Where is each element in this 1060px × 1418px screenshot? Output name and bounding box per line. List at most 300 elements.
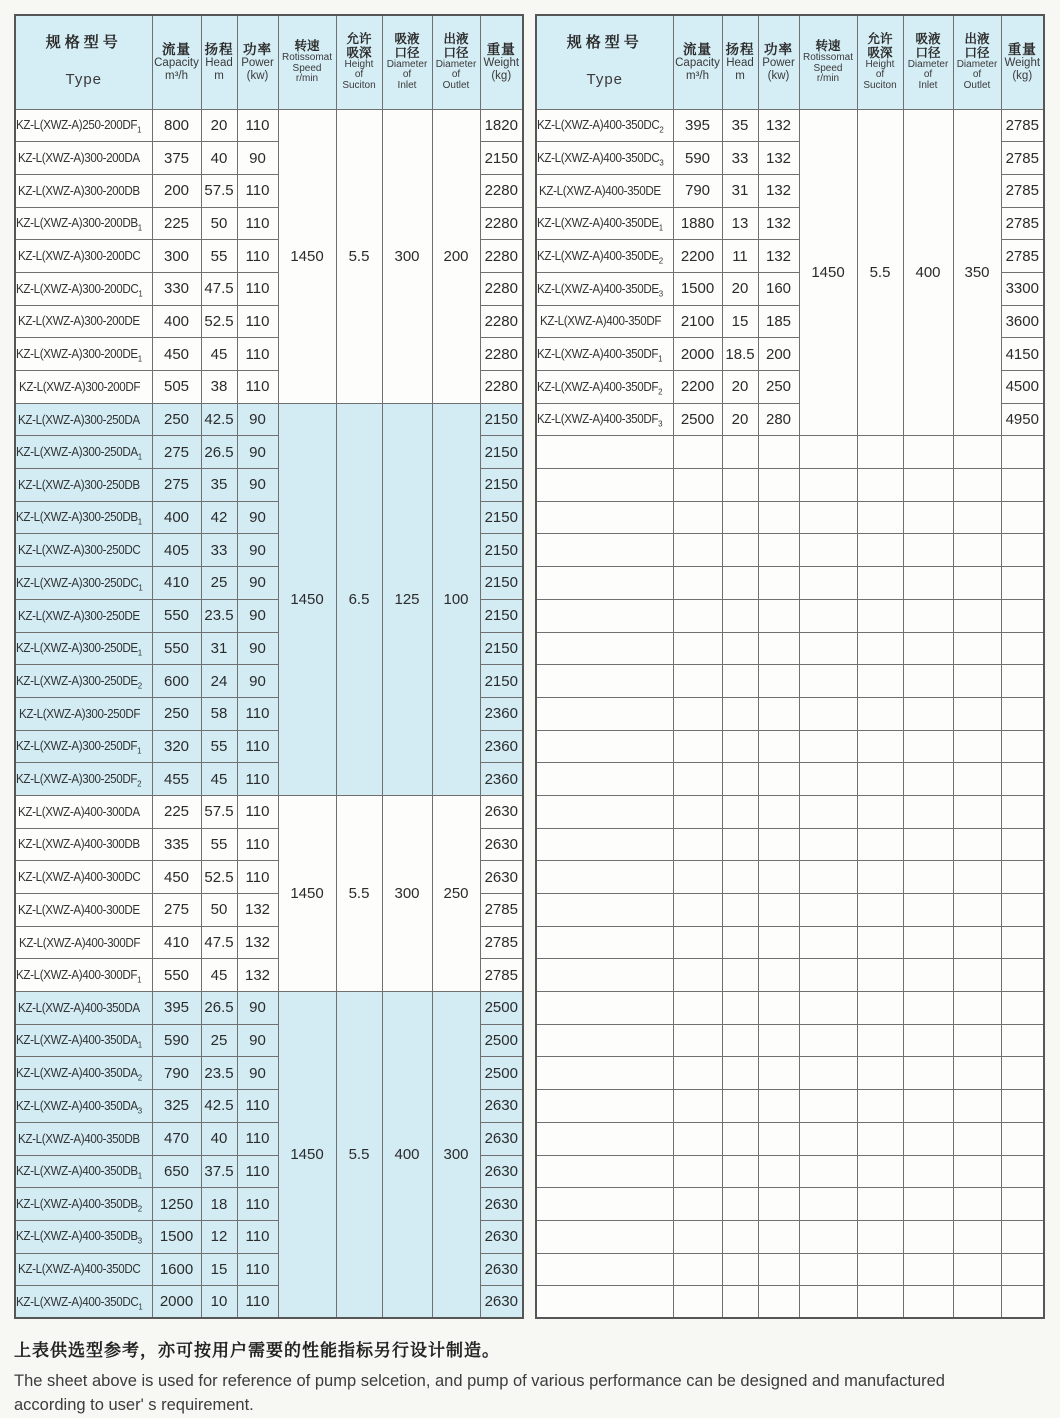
empty-cell xyxy=(722,1286,758,1319)
head-cell: 50 xyxy=(201,207,237,240)
column-header-en: Type xyxy=(65,71,103,89)
column-header-en: Type xyxy=(586,71,624,89)
empty-cell xyxy=(758,599,799,632)
empty-cell xyxy=(673,436,722,469)
column-header-cn: 重量 xyxy=(1007,41,1037,57)
head-cell: 52.5 xyxy=(201,305,237,338)
type-cell: $KZ-L(XWZ-A)300-250DB_1$ xyxy=(15,501,152,534)
empty-cell xyxy=(722,894,758,927)
empty-cell xyxy=(903,501,953,534)
weight-cell: 2630 xyxy=(480,1253,523,1286)
type-cell: $KZ-L(XWZ-A)400-350DB_2$ xyxy=(15,1188,152,1221)
empty-cell xyxy=(1001,959,1044,992)
capacity-cell: 225 xyxy=(152,207,201,240)
empty-cell xyxy=(857,894,903,927)
pump-spec-table-right xyxy=(535,14,1045,1319)
empty-cell xyxy=(857,632,903,665)
empty-cell xyxy=(857,1253,903,1286)
weight-cell: 2785 xyxy=(1001,142,1044,175)
empty-cell xyxy=(1001,469,1044,502)
empty-cell xyxy=(857,697,903,730)
head-cell: 13 xyxy=(722,207,758,240)
empty-cell xyxy=(758,828,799,861)
capacity-cell: 375 xyxy=(152,142,201,175)
empty-cell xyxy=(799,436,857,469)
empty-cell xyxy=(903,959,953,992)
capacity-cell: 225 xyxy=(152,795,201,828)
empty-row xyxy=(536,1090,1044,1123)
capacity-cell: 250 xyxy=(152,403,201,436)
empty-cell xyxy=(953,1155,1001,1188)
column-header xyxy=(857,15,903,109)
column-header-en: m³/h xyxy=(686,69,709,82)
type-cell: KZ-L(XWZ-A)400-300DA xyxy=(15,795,152,828)
column-header-cn: 扬程 xyxy=(204,41,234,57)
empty-cell xyxy=(953,894,1001,927)
power-cell: 200 xyxy=(758,338,799,371)
type-cell: $KZ-L(XWZ-A)300-250DF_1$ xyxy=(15,730,152,763)
column-header-en: r/min xyxy=(816,73,840,85)
capacity-cell: 450 xyxy=(152,861,201,894)
empty-cell xyxy=(857,1188,903,1221)
empty-cell xyxy=(722,436,758,469)
power-cell: 90 xyxy=(237,1057,278,1090)
empty-cell xyxy=(857,1057,903,1090)
empty-cell xyxy=(758,1286,799,1319)
column-header-cn: 重量 xyxy=(486,41,516,57)
empty-cell xyxy=(903,828,953,861)
capacity-cell: 470 xyxy=(152,1122,201,1155)
empty-row xyxy=(536,665,1044,698)
empty-cell xyxy=(758,795,799,828)
suction-height-cell: 5.5 xyxy=(857,109,903,436)
weight-cell: 2500 xyxy=(480,1057,523,1090)
empty-cell xyxy=(536,632,673,665)
empty-cell xyxy=(857,763,903,796)
capacity-cell: 505 xyxy=(152,371,201,404)
empty-cell xyxy=(758,861,799,894)
empty-cell xyxy=(673,730,722,763)
head-cell: 40 xyxy=(201,142,237,175)
empty-cell xyxy=(903,1253,953,1286)
column-header-en: of xyxy=(972,69,982,81)
weight-cell: 2150 xyxy=(480,599,523,632)
head-cell: 10 xyxy=(201,1286,237,1319)
empty-cell xyxy=(722,1090,758,1123)
empty-cell xyxy=(673,697,722,730)
speed-cell: 1450 xyxy=(799,109,857,436)
empty-cell xyxy=(857,534,903,567)
weight-cell: 2630 xyxy=(480,795,523,828)
column-header-en: of xyxy=(402,69,412,81)
head-cell: 55 xyxy=(201,828,237,861)
capacity-cell: 2000 xyxy=(152,1286,201,1319)
empty-cell xyxy=(722,828,758,861)
column-header-en: (kg) xyxy=(1012,69,1033,82)
empty-cell xyxy=(857,436,903,469)
column-header xyxy=(673,15,722,109)
empty-cell xyxy=(857,795,903,828)
inlet-diameter-cell: 400 xyxy=(382,992,432,1319)
power-cell: 132 xyxy=(237,959,278,992)
empty-cell xyxy=(673,828,722,861)
empty-cell xyxy=(722,599,758,632)
head-cell: 58 xyxy=(201,697,237,730)
capacity-cell: 650 xyxy=(152,1155,201,1188)
column-header-cn: 出液 xyxy=(443,32,469,47)
empty-row xyxy=(536,534,1044,567)
type-cell: KZ-L(XWZ-A)300-200DE xyxy=(15,305,152,338)
column-header xyxy=(382,15,432,109)
capacity-cell: 400 xyxy=(152,501,201,534)
empty-cell xyxy=(953,1024,1001,1057)
empty-cell xyxy=(673,665,722,698)
column-header-en: of xyxy=(875,69,885,81)
capacity-cell: 1500 xyxy=(152,1220,201,1253)
power-cell: 90 xyxy=(237,469,278,502)
type-cell: $KZ-L(XWZ-A)400-350DF_1$ xyxy=(536,338,673,371)
weight-cell: 4950 xyxy=(1001,403,1044,436)
empty-cell xyxy=(857,959,903,992)
empty-cell xyxy=(903,1057,953,1090)
empty-cell xyxy=(903,436,953,469)
head-cell: 23.5 xyxy=(201,1057,237,1090)
column-header-en: Weight xyxy=(483,56,520,69)
empty-cell xyxy=(673,894,722,927)
empty-cell xyxy=(536,469,673,502)
empty-cell xyxy=(758,763,799,796)
empty-cell xyxy=(1001,730,1044,763)
column-header xyxy=(1001,15,1044,109)
empty-row xyxy=(536,828,1044,861)
footer-note-english-line2: according to user' s requirement. xyxy=(14,1396,254,1415)
column-header-en: Capacity xyxy=(675,56,720,69)
empty-cell xyxy=(857,828,903,861)
column-header-cn: 口径 xyxy=(964,45,990,60)
weight-cell: 1820 xyxy=(480,109,523,142)
weight-cell: 2280 xyxy=(480,174,523,207)
outlet-diameter-cell: 350 xyxy=(953,109,1001,436)
empty-cell xyxy=(799,1057,857,1090)
type-cell: $KZ-L(XWZ-A)300-200DC_1$ xyxy=(15,272,152,305)
empty-cell xyxy=(799,926,857,959)
column-header-en: Weight xyxy=(1004,56,1041,69)
power-cell: 110 xyxy=(237,1220,278,1253)
capacity-cell: 1250 xyxy=(152,1188,201,1221)
empty-cell xyxy=(903,1090,953,1123)
empty-cell xyxy=(722,926,758,959)
empty-cell xyxy=(1001,567,1044,600)
empty-cell xyxy=(722,1253,758,1286)
empty-row xyxy=(536,959,1044,992)
empty-cell xyxy=(857,1220,903,1253)
power-cell: 132 xyxy=(237,894,278,927)
power-cell: 110 xyxy=(237,338,278,371)
power-cell: 90 xyxy=(237,665,278,698)
empty-cell xyxy=(953,1122,1001,1155)
weight-cell: 3600 xyxy=(1001,305,1044,338)
capacity-cell: 330 xyxy=(152,272,201,305)
weight-cell: 2280 xyxy=(480,240,523,273)
column-header-cn: 功率 xyxy=(764,41,793,57)
column-header-cn: 口径 xyxy=(443,45,469,60)
weight-cell: 2630 xyxy=(480,1155,523,1188)
power-cell: 110 xyxy=(237,109,278,142)
empty-cell xyxy=(903,894,953,927)
empty-cell xyxy=(953,436,1001,469)
power-cell: 110 xyxy=(237,861,278,894)
empty-cell xyxy=(903,1122,953,1155)
empty-cell xyxy=(799,861,857,894)
empty-cell xyxy=(536,697,673,730)
capacity-cell: 2100 xyxy=(673,305,722,338)
column-header xyxy=(953,15,1001,109)
column-header-en: m xyxy=(214,69,224,82)
empty-row xyxy=(536,1188,1044,1221)
type-cell: $KZ-L(XWZ-A)300-250DE_2$ xyxy=(15,665,152,698)
outlet-diameter-cell: 300 xyxy=(432,992,480,1319)
empty-cell xyxy=(673,861,722,894)
empty-cell xyxy=(758,501,799,534)
head-cell: 45 xyxy=(201,763,237,796)
capacity-cell: 550 xyxy=(152,632,201,665)
empty-cell xyxy=(799,959,857,992)
power-cell: 90 xyxy=(237,501,278,534)
capacity-cell: 395 xyxy=(152,992,201,1025)
empty-cell xyxy=(953,959,1001,992)
empty-cell xyxy=(799,1155,857,1188)
type-cell: $KZ-L(XWZ-A)300-250DE_1$ xyxy=(15,632,152,665)
column-header-en: Power xyxy=(241,56,274,69)
type-cell: KZ-L(XWZ-A)400-300DE xyxy=(15,894,152,927)
empty-cell xyxy=(722,1057,758,1090)
empty-cell xyxy=(799,469,857,502)
empty-cell xyxy=(903,469,953,502)
empty-cell xyxy=(722,665,758,698)
column-header-cn: 吸深 xyxy=(867,45,893,60)
weight-cell: 2785 xyxy=(480,926,523,959)
type-cell: $KZ-L(XWZ-A)400-350DC_2$ xyxy=(536,109,673,142)
empty-cell xyxy=(903,1188,953,1221)
empty-cell xyxy=(1001,1253,1044,1286)
empty-cell xyxy=(536,501,673,534)
column-header-en: Outlet xyxy=(442,79,470,91)
weight-cell: 2280 xyxy=(480,338,523,371)
head-cell: 20 xyxy=(722,371,758,404)
capacity-cell: 275 xyxy=(152,894,201,927)
empty-cell xyxy=(722,469,758,502)
empty-cell xyxy=(799,828,857,861)
column-header-en: (kw) xyxy=(767,69,790,82)
empty-cell xyxy=(758,730,799,763)
inlet-diameter-cell: 300 xyxy=(382,109,432,403)
weight-cell: 2630 xyxy=(480,1188,523,1221)
empty-cell xyxy=(903,861,953,894)
empty-cell xyxy=(758,1155,799,1188)
capacity-cell: 600 xyxy=(152,665,201,698)
weight-cell: 2280 xyxy=(480,272,523,305)
power-cell: 110 xyxy=(237,697,278,730)
empty-row xyxy=(536,501,1044,534)
empty-cell xyxy=(953,730,1001,763)
column-header-cn: 允许 xyxy=(346,32,372,47)
empty-cell xyxy=(903,665,953,698)
empty-row xyxy=(536,1122,1044,1155)
empty-cell xyxy=(536,1024,673,1057)
empty-cell xyxy=(953,861,1001,894)
empty-cell xyxy=(758,632,799,665)
empty-cell xyxy=(536,665,673,698)
capacity-cell: 2500 xyxy=(673,403,722,436)
empty-cell xyxy=(758,697,799,730)
empty-cell xyxy=(1001,828,1044,861)
type-cell: KZ-L(XWZ-A)400-300DC xyxy=(15,861,152,894)
column-header-cn: 转速 xyxy=(294,38,320,53)
empty-cell xyxy=(953,599,1001,632)
empty-cell xyxy=(758,1188,799,1221)
weight-cell: 2150 xyxy=(480,142,523,175)
empty-cell xyxy=(953,763,1001,796)
power-cell: 90 xyxy=(237,567,278,600)
weight-cell: 2785 xyxy=(1001,240,1044,273)
table-row xyxy=(15,109,523,142)
weight-cell: 4500 xyxy=(1001,371,1044,404)
empty-cell xyxy=(799,1188,857,1221)
empty-row xyxy=(536,1286,1044,1319)
type-cell: KZ-L(XWZ-A)400-300DF xyxy=(15,926,152,959)
head-cell: 25 xyxy=(201,567,237,600)
empty-cell xyxy=(536,534,673,567)
power-cell: 280 xyxy=(758,403,799,436)
capacity-cell: 2200 xyxy=(673,371,722,404)
type-cell: KZ-L(XWZ-A)400-300DB xyxy=(15,828,152,861)
column-header xyxy=(480,15,523,109)
head-cell: 25 xyxy=(201,1024,237,1057)
type-cell: KZ-L(XWZ-A)300-200DB xyxy=(15,174,152,207)
power-cell: 132 xyxy=(758,240,799,273)
power-cell: 185 xyxy=(758,305,799,338)
column-header-en: Inlet xyxy=(397,79,417,91)
header-row xyxy=(536,15,1044,109)
empty-cell xyxy=(673,1057,722,1090)
capacity-cell: 200 xyxy=(152,174,201,207)
empty-row xyxy=(536,926,1044,959)
empty-cell xyxy=(673,763,722,796)
column-header-en: Height xyxy=(865,58,895,70)
weight-cell: 2150 xyxy=(480,436,523,469)
type-cell: KZ-L(XWZ-A)300-250DB xyxy=(15,469,152,502)
head-cell: 23.5 xyxy=(201,599,237,632)
power-cell: 250 xyxy=(758,371,799,404)
head-cell: 24 xyxy=(201,665,237,698)
column-header xyxy=(903,15,953,109)
empty-cell xyxy=(673,501,722,534)
suction-height-cell: 5.5 xyxy=(336,992,382,1319)
power-cell: 110 xyxy=(237,305,278,338)
empty-cell xyxy=(536,828,673,861)
capacity-cell: 410 xyxy=(152,567,201,600)
column-header xyxy=(536,15,673,109)
empty-cell xyxy=(536,567,673,600)
weight-cell: 2150 xyxy=(480,665,523,698)
empty-cell xyxy=(953,1188,1001,1221)
empty-cell xyxy=(673,567,722,600)
empty-cell xyxy=(1001,926,1044,959)
power-cell: 160 xyxy=(758,272,799,305)
empty-cell xyxy=(722,763,758,796)
column-header-en: Height xyxy=(344,58,374,70)
power-cell: 90 xyxy=(237,632,278,665)
empty-cell xyxy=(673,1188,722,1221)
head-cell: 20 xyxy=(201,109,237,142)
empty-cell xyxy=(1001,1057,1044,1090)
power-cell: 110 xyxy=(237,1253,278,1286)
column-header-cn: 流量 xyxy=(162,41,191,57)
power-cell: 132 xyxy=(237,926,278,959)
column-header-en: Head xyxy=(726,56,754,69)
empty-cell xyxy=(758,1024,799,1057)
type-cell: $KZ-L(XWZ-A)400-350DA_1$ xyxy=(15,1024,152,1057)
column-header-en: Power xyxy=(762,56,795,69)
column-header-cn: 规格型号 xyxy=(566,34,643,52)
type-cell: $KZ-L(XWZ-A)400-350DF_2$ xyxy=(536,371,673,404)
column-header-en: (kg) xyxy=(491,69,512,82)
empty-cell xyxy=(673,534,722,567)
empty-cell xyxy=(953,1220,1001,1253)
empty-cell xyxy=(903,1286,953,1319)
type-cell: $KZ-L(XWZ-A)300-200DB_1$ xyxy=(15,207,152,240)
type-cell: $KZ-L(XWZ-A)400-350DC_1$ xyxy=(15,1286,152,1319)
weight-cell: 2785 xyxy=(1001,207,1044,240)
empty-cell xyxy=(722,534,758,567)
capacity-cell: 590 xyxy=(673,142,722,175)
empty-cell xyxy=(673,1155,722,1188)
empty-cell xyxy=(953,501,1001,534)
type-cell: $KZ-L(XWZ-A)400-350DC_3$ xyxy=(536,142,673,175)
power-cell: 110 xyxy=(237,174,278,207)
power-cell: 110 xyxy=(237,1188,278,1221)
empty-cell xyxy=(758,926,799,959)
column-header-cn: 出液 xyxy=(964,32,990,47)
empty-cell xyxy=(1001,534,1044,567)
empty-cell xyxy=(857,861,903,894)
footer-notes xyxy=(14,1336,1060,1418)
type-cell: KZ-L(XWZ-A)400-350DC xyxy=(15,1253,152,1286)
empty-cell xyxy=(953,828,1001,861)
empty-cell xyxy=(536,1090,673,1123)
head-cell: 52.5 xyxy=(201,861,237,894)
empty-cell xyxy=(857,1286,903,1319)
power-cell: 110 xyxy=(237,240,278,273)
empty-cell xyxy=(953,697,1001,730)
type-cell: $KZ-L(XWZ-A)250-200DF_1$ xyxy=(15,109,152,142)
empty-cell xyxy=(953,469,1001,502)
head-cell: 35 xyxy=(201,469,237,502)
empty-cell xyxy=(722,959,758,992)
empty-cell xyxy=(1001,436,1044,469)
weight-cell: 2630 xyxy=(480,1090,523,1123)
empty-cell xyxy=(722,632,758,665)
empty-cell xyxy=(722,697,758,730)
head-cell: 47.5 xyxy=(201,272,237,305)
head-cell: 55 xyxy=(201,730,237,763)
capacity-cell: 790 xyxy=(673,174,722,207)
head-cell: 47.5 xyxy=(201,926,237,959)
empty-cell xyxy=(799,534,857,567)
empty-cell xyxy=(799,1090,857,1123)
empty-cell xyxy=(1001,1286,1044,1319)
capacity-cell: 1500 xyxy=(673,272,722,305)
